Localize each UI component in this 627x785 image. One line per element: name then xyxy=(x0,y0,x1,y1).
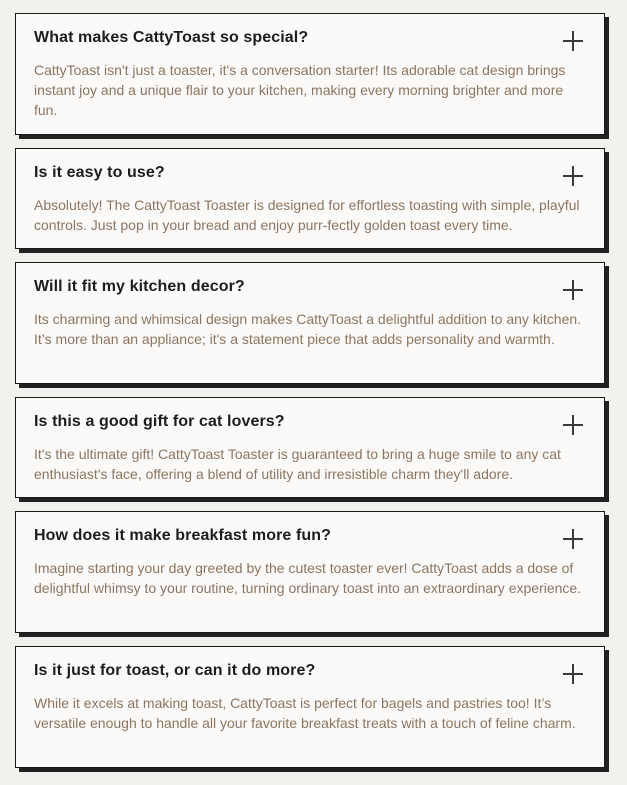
plus-icon[interactable] xyxy=(562,30,584,52)
faq-answer: It's the ultimate gift! CattyToast Toaster is guaranteed to bring a huge smile to any cat enthusiast's face, offering a blend of utility and irresistible charm they'll adore. xyxy=(34,446,561,482)
faq-question[interactable]: Is it just for toast, or can it do more? xyxy=(34,662,316,679)
plus-icon[interactable] xyxy=(562,663,584,685)
faq-item[interactable] xyxy=(15,397,605,498)
plus-icon[interactable] xyxy=(562,414,584,436)
faq-answer: Absolutely! The CattyToast Toaster is designed for effortless toasting with simple, playful controls. Just pop in your bread and enjoy purr-fectly golden toast every time. xyxy=(34,197,580,233)
faq-answer: Imagine starting your day greeted by the cutest toaster ever! CattyToast adds a dose of delightful whimsy to your routine, turning ordinary toast into an extraordinary experience. xyxy=(34,560,582,596)
faq-item[interactable] xyxy=(15,13,605,135)
plus-icon[interactable] xyxy=(562,528,584,550)
faq-answer: While it excels at making toast, CattyToast is perfect for bagels and pastries too! It’s versatile enough to handle all your favorite breakfast treats with a touch of feline charm. xyxy=(34,695,576,731)
faq-item[interactable] xyxy=(15,646,605,768)
faq-question[interactable]: Will it fit my kitchen decor? xyxy=(34,278,245,295)
faq-question[interactable]: Is it easy to use? xyxy=(34,164,165,181)
faq-answer: Its charming and whimsical design makes CattyToast a delightful addition to any kitchen. It’s more than an appliance; it's a statement piece that adds personality and warmth. xyxy=(34,311,582,347)
plus-icon[interactable] xyxy=(562,165,584,187)
faq-answer: CattyToast isn't just a toaster, it's a conversation starter! Its adorable cat design brings instant joy and a unique flair to your kitchen, making every morning brighter and more fun. xyxy=(34,62,566,118)
faq-question[interactable]: What makes CattyToast so special? xyxy=(34,29,309,46)
faq-question[interactable]: Is this a good gift for cat lovers? xyxy=(34,413,285,430)
faq-item[interactable] xyxy=(15,262,605,384)
plus-icon[interactable] xyxy=(562,279,584,301)
faq-question[interactable]: How does it make breakfast more fun? xyxy=(34,527,332,544)
faq-item[interactable] xyxy=(15,511,605,633)
faq-item[interactable] xyxy=(15,148,605,249)
